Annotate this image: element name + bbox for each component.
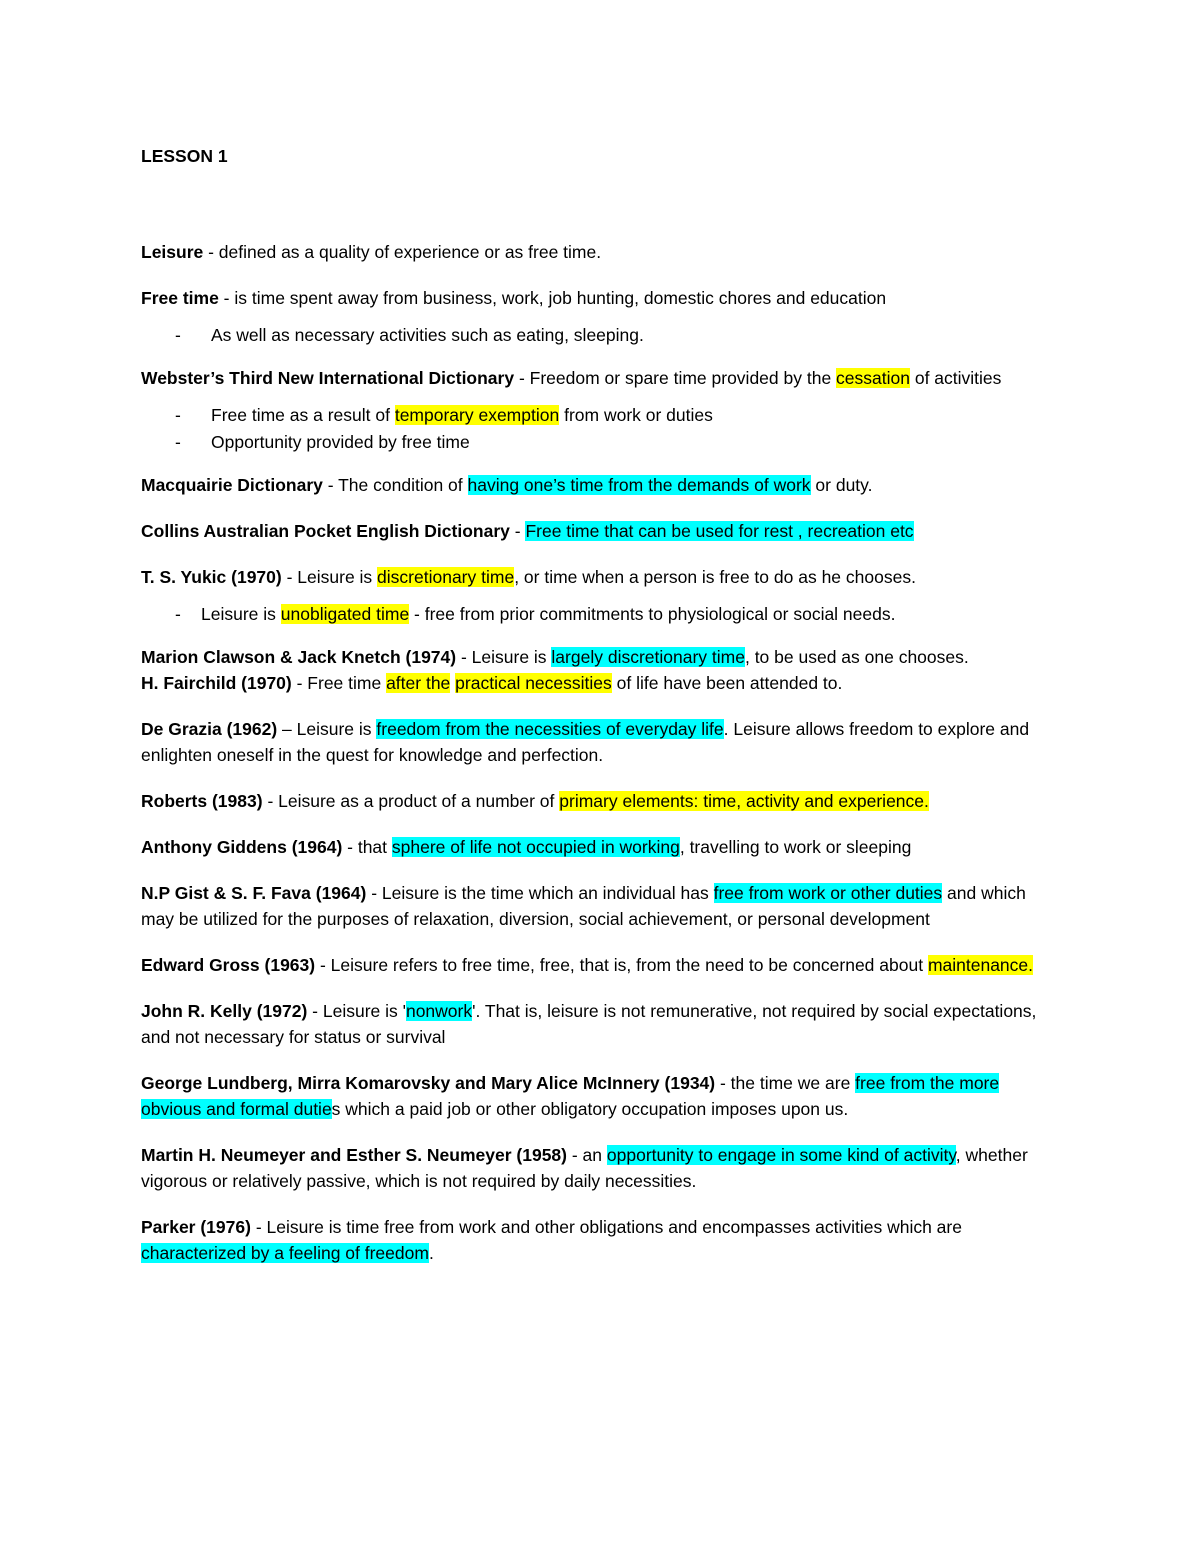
highlight-yellow: temporary exemption	[394, 405, 560, 425]
bullet-item: - Opportunity provided by free time	[141, 429, 1061, 455]
term: George Lundberg, Mirra Komarovsky and Mary Alice McInnery (1934)	[141, 1073, 716, 1093]
highlight-yellow: cessation	[836, 368, 910, 388]
term: Roberts (1983)	[141, 791, 263, 811]
term: Edward Gross (1963)	[141, 955, 316, 975]
bullet-text: from work or duties	[559, 405, 713, 425]
term: Anthony Giddens (1964)	[141, 837, 343, 857]
highlight-cyan: Free time that can be used for rest , recreation etc	[525, 521, 914, 541]
definition-text: - an	[567, 1145, 607, 1165]
def-kelly	[141, 998, 1061, 1050]
definition-text: - Free time	[291, 673, 387, 693]
definition-text: . Leisure allows freedom to explore and enlighten oneself in the quest for knowledge and perfection.	[141, 719, 1030, 765]
term: T. S. Yukic (1970)	[141, 567, 282, 587]
lesson-title: LESSON 1	[141, 146, 228, 166]
def-gist	[141, 880, 1061, 932]
definition-text: '. That is, leisure is not remunerative, not required by social expectations, and not necessary for status or survival	[141, 1001, 1037, 1047]
definition-text: - Freedom or spare time provided by the	[514, 368, 837, 388]
def-neumeyer	[141, 1142, 1061, 1194]
definition-text: - Leisure refers to free time, free, that is, from the need to be concerned about	[315, 955, 928, 975]
term: De Grazia (1962)	[141, 719, 278, 739]
highlight-yellow: unobligated time	[280, 604, 410, 624]
highlight-cyan: opportunity to engage in some kind of activity	[606, 1145, 956, 1165]
definition-text: , travelling to work or sleeping	[679, 837, 912, 857]
document-body	[141, 143, 1061, 1286]
definition-text: s which a paid job or other obligatory occupation imposes upon us.	[331, 1099, 849, 1119]
highlight-yellow: after the	[386, 673, 451, 693]
highlight-cyan: free from the more obvious and formal dutie	[141, 1073, 1000, 1119]
bullet-item: - As well as necessary activities such as eating, sleeping.	[141, 322, 1061, 348]
definition-text: - Leisure is	[456, 647, 552, 667]
term: Macquairie Dictionary	[141, 475, 323, 495]
highlight-cyan: nonwork	[405, 1001, 473, 1021]
webster-bullets	[141, 402, 1061, 455]
definition-text: , or time when a person is free to do as he chooses.	[514, 567, 916, 587]
def-giddens	[141, 834, 1061, 860]
term: Free time	[141, 288, 219, 308]
bullet-item	[141, 402, 1061, 428]
definition-text: - defined as a quality of experience or as free time.	[203, 242, 602, 262]
bullet-text: Leisure is	[201, 604, 281, 624]
definition-text: - Leisure is	[281, 567, 378, 587]
definition-text: - Leisure is '	[307, 1001, 406, 1021]
term: Webster’s Third New International Dictionary	[141, 368, 515, 388]
definition-text: - is time spent away from business, work, job hunting, domestic chores and education	[218, 288, 887, 308]
highlight-cyan: free from work or other duties	[713, 883, 943, 903]
highlight-cyan: characterized by a feeling of freedom	[141, 1243, 429, 1263]
def-parker	[141, 1214, 1061, 1266]
definition-text: - that	[342, 837, 392, 857]
definition-text: and which may be utilized for the purposes of relaxation, diversion, social achievement, or personal development	[141, 883, 1026, 929]
def-collins	[141, 518, 1061, 544]
highlight-cyan: largely discretionary time	[551, 647, 745, 667]
definition-text: of activities	[909, 368, 1002, 388]
highlight-yellow: primary elements: time, activity and experience.	[559, 791, 929, 811]
bullet-text: - free from prior commitments to physiological or social needs.	[409, 604, 896, 624]
def-degrazia	[141, 716, 1061, 768]
def-webster	[141, 365, 1061, 391]
definition-text: , to be used as one chooses.	[744, 647, 969, 667]
term: Collins Australian Pocket English Dictionary	[141, 521, 510, 541]
term: Leisure	[141, 242, 204, 262]
term: H. Fairchild (1970)	[141, 673, 292, 693]
def-roberts	[141, 788, 1061, 814]
definition-text: or duty.	[810, 475, 873, 495]
definition-text: - Leisure is the time which an individual has	[366, 883, 714, 903]
highlight-yellow: discretionary time	[377, 567, 515, 587]
highlight-yellow: practical necessities	[455, 673, 612, 693]
term: Martin H. Neumeyer and Esther S. Neumeyer (1958)	[141, 1145, 567, 1165]
def-free-time	[141, 285, 1061, 311]
definition-text: of life have been attended to.	[611, 673, 843, 693]
def-gross	[141, 952, 1061, 978]
def-macquairie	[141, 472, 1061, 498]
yukic-bullets	[141, 601, 1061, 627]
bullet-text: Free time as a result of	[211, 405, 395, 425]
def-fairchild	[141, 670, 1061, 696]
definition-text: .	[428, 1243, 434, 1263]
free-time-bullets	[141, 322, 1061, 348]
def-lundberg	[141, 1070, 1061, 1122]
highlight-cyan: freedom from the necessities of everyday life	[376, 719, 724, 739]
definition-text: - The condition of	[322, 475, 468, 495]
def-clawson	[141, 644, 1061, 670]
highlight-cyan: sphere of life not occupied in working	[391, 837, 680, 857]
definition-text: -	[509, 521, 526, 541]
highlight-cyan: having one’s time from the demands of work	[467, 475, 811, 495]
def-leisure	[141, 239, 1061, 265]
definition-text: - Leisure as a product of a number of	[262, 791, 560, 811]
definition-text: – Leisure is	[277, 719, 377, 739]
term: John R. Kelly (1972)	[141, 1001, 308, 1021]
def-yukic	[141, 564, 1061, 590]
term: Parker (1976)	[141, 1217, 251, 1237]
definition-text: , whether vigorous or relatively passive, which is not required by daily necessities.	[141, 1145, 1028, 1191]
bullet-item	[141, 601, 1061, 627]
highlight-yellow: maintenance.	[927, 955, 1034, 975]
definition-text: - the time we are	[715, 1073, 856, 1093]
term: N.P Gist & S. F. Fava (1964)	[141, 883, 367, 903]
definition-text: - Leisure is time free from work and other obligations and encompasses activities which are	[250, 1217, 962, 1237]
term: Marion Clawson & Jack Knetch (1974)	[141, 647, 457, 667]
